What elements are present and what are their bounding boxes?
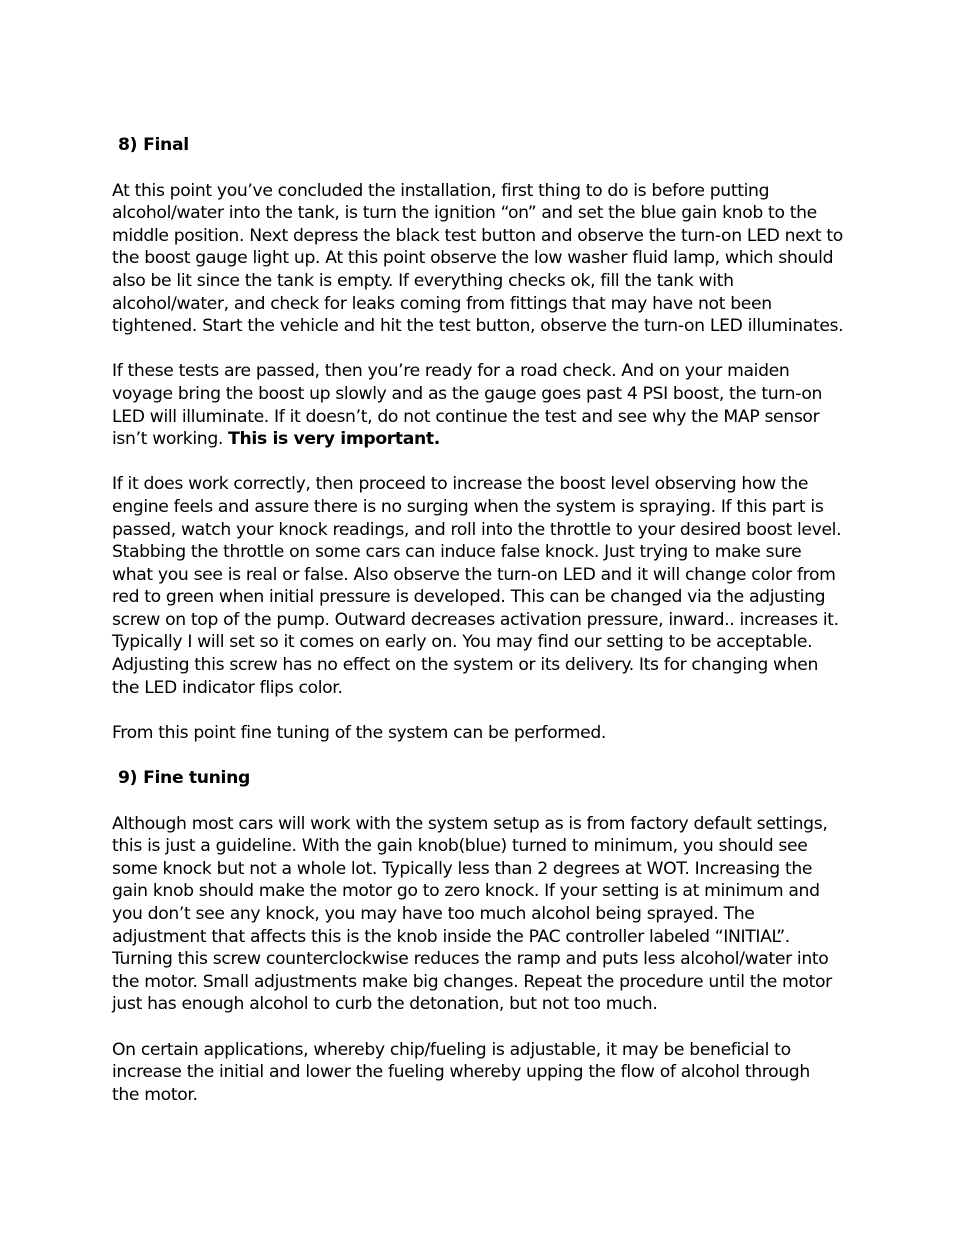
text-line: engine feels and assure there is no surging when the system is spraying. If this part is	[112, 496, 824, 517]
section-9-paragraph-1	[112, 813, 852, 1016]
section-9-heading	[118, 767, 852, 790]
text-fragment: isn’t working.	[112, 429, 229, 450]
text-line: If it does work correctly, then proceed to increase the boost level observing how the	[112, 474, 809, 495]
section-8-paragraph-1	[112, 180, 852, 338]
text-line: tightened. Start the vehicle and hit the test button, observe the turn-on LED illuminates.	[112, 316, 844, 337]
section-9-paragraph-2	[112, 1039, 852, 1107]
text-line: passed, watch your knock readings, and roll into the throttle to your desired boost level.	[112, 519, 842, 540]
text-line: alcohol/water, and check for leaks coming from fittings that may have not been	[112, 293, 772, 314]
text-line: gain knob should make the motor go to zero knock. If your setting is at minimum and	[112, 881, 820, 902]
section-8-paragraph-2	[112, 360, 852, 450]
section-9-number: 9)	[118, 768, 138, 789]
text-line: middle position. Next depress the black test button and observe the turn-on LED next to	[112, 225, 843, 246]
text-line: you don’t see any knock, you may have too much alcohol being sprayed. The	[112, 904, 755, 924]
text-line: From this point fine tuning of the system can be performed.	[112, 722, 607, 743]
section-8-paragraph-3	[112, 473, 852, 699]
document-page	[112, 134, 852, 1129]
text-line: Adjusting this screw has no effect on the system or its delivery. Its for changing when	[112, 655, 819, 676]
text-line: increase the initial and lower the fueling whereby upping the flow of alcohol through	[112, 1062, 810, 1083]
section-8-title: Final	[143, 135, 189, 155]
text-line: Turning this screw counterclockwise reduces the ramp and puts less alcohol/water into	[112, 949, 829, 970]
text-line: Stabbing the throttle on some cars can induce false knock. Just trying to make sure	[112, 542, 802, 563]
text-line: the boost gauge light up. At this point observe the low washer fluid lamp, which should	[112, 248, 834, 269]
text-line: some knock but not a whole lot. Typically less than 2 degrees at WOT. Increasing the	[112, 858, 813, 879]
section-8-paragraph-4	[112, 722, 852, 745]
text-line: If these tests are passed, then you’re ready for a road check. And on your maiden	[112, 361, 790, 382]
text-line: voyage bring the boost up slowly and as the gauge goes past 4 PSI boost, the turn-on	[112, 383, 823, 404]
text-line: this is just a guideline. With the gain knob(blue) turned to minimum, you should see	[112, 836, 808, 857]
text-line: the motor. Small adjustments make big changes. Repeat the procedure until the motor	[112, 971, 832, 992]
text-line: also be lit since the tank is empty. If everything checks ok, fill the tank with	[112, 270, 734, 291]
text-line	[112, 428, 852, 451]
text-line: just has enough alcohol to curb the detonation, but not too much.	[112, 994, 658, 1015]
important-note: This is very important.	[228, 429, 440, 450]
section-8-number: 8)	[118, 135, 138, 155]
text-line: what you see is real or false. Also observe the turn-on LED and it will change color from	[112, 564, 836, 585]
text-line: screw on top of the pump. Outward decreases activation pressure, inward.. increases it.	[112, 609, 839, 630]
text-line: Although most cars will work with the system setup as is from factory default settings,	[112, 813, 828, 834]
section-9-title: Fine tuning	[143, 768, 250, 789]
text-line: Typically I will set so it comes on early on. You may find our setting to be acceptable.	[112, 632, 813, 653]
text-line: At this point you’ve concluded the installation, first thing to do is before putting	[112, 180, 770, 201]
text-line: adjustment that affects this is the knob inside the PAC controller labeled “INITIAL”.	[112, 926, 790, 947]
text-line: On certain applications, whereby chip/fueling is adjustable, it may be beneficial to	[112, 1039, 791, 1060]
text-line: alcohol/water into the tank, is turn the ignition “on” and set the blue gain knob to the	[112, 203, 817, 224]
text-line: the LED indicator flips color.	[112, 677, 343, 698]
text-line: red to green when initial pressure is developed. This can be changed via the adjusting	[112, 587, 826, 608]
text-line: the motor.	[112, 1084, 198, 1105]
section-8-heading	[118, 134, 852, 157]
text-line: LED will illuminate. If it doesn’t, do not continue the test and see why the MAP sensor	[112, 406, 820, 427]
